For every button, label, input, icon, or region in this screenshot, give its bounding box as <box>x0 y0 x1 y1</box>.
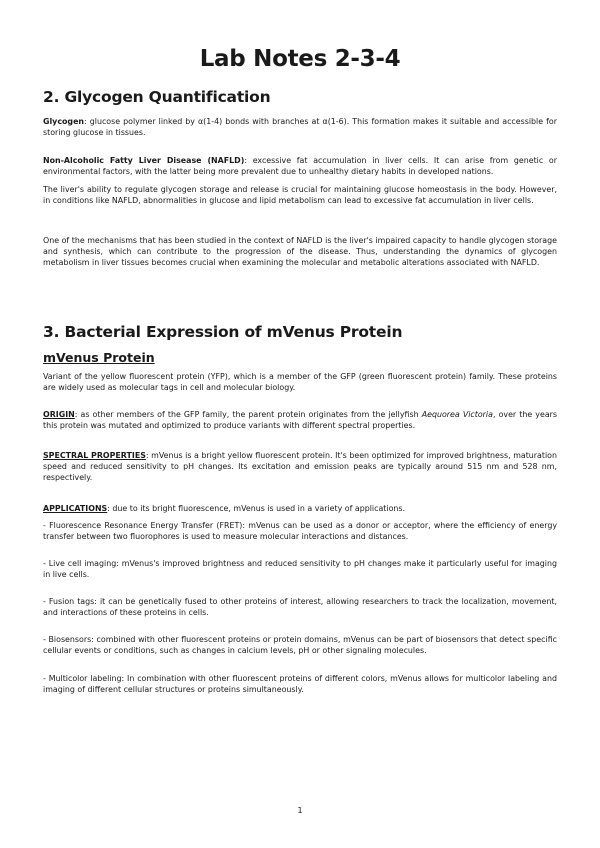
applications-paragraph <box>43 503 557 514</box>
applications-term: APPLICATIONS <box>43 504 108 513</box>
application-biosensors: - Biosensors: combined with other fluorescent proteins or protein domains, mVenus can be part of biosensors that detect specific cellular events or conditions, such as changes in calcium levels, pH or other signaling molecules. <box>43 635 557 656</box>
glycogen-term: Glycogen <box>43 117 85 126</box>
spectral-text: : mVenus is a bright yellow fluorescent protein. It's been optimized for improved brightness, maturation speed and reduced sensitivity to pH changes. Its excitation and emission peaks are typically around 515 nm and 528 nm, respectively. <box>43 451 558 483</box>
origin-term: ORIGIN <box>43 410 75 419</box>
glycogen-definition <box>43 116 557 138</box>
nafld-definition <box>43 155 557 177</box>
origin-paragraph <box>43 409 557 431</box>
liver-regulation-paragraph: The liver's ability to regulate glycogen storage and release is crucial for maintaining glucose homeostasis in the body. However, in conditions like NAFLD, abnormalities in glucose and lipid metabolism can lead to excessive fat accumulation in liver cells. <box>43 185 557 206</box>
nafld-mechanism-paragraph: One of the mechanisms that has been studied in the context of NAFLD is the liver's impaired capacity to handle glycogen storage and synthesis, which can contribute to the progression of the disease. Thus, understanding the dynamics of glycogen metabolism in liver tissues becomes crucial when examining the molecular and metabolic alterations associated with NAFLD. <box>43 236 557 268</box>
application-live-cell-imaging: - Live cell imaging: mVenus's improved brightness and reduced sensitivity to pH changes make it particularly useful for imaging in live cells. <box>43 559 557 580</box>
glycogen-definition-text: : glucose polymer linked by α(1-4) bonds with branches at α(1-6). This formation makes it suitable and accessible for storing glucose in tissues. <box>43 117 557 138</box>
application-fusion-tags: - Fusion tags: it can be genetically fused to other proteins of interest, allowing researchers to track the localization, movement, and interactions of these proteins in cells. <box>43 597 557 618</box>
nafld-term: Non-Alcoholic Fatty Liver Disease (NAFLD) <box>43 156 245 165</box>
mvenus-intro-paragraph: Variant of the yellow fluorescent protein (YFP), which is a member of the GFP (green fluorescent protein) family. These proteins are widely used as molecular tags in cell and molecular biology. <box>43 372 557 393</box>
origin-species: Aequorea Victoria <box>421 410 493 419</box>
application-multicolor-labeling: - Multicolor labeling: In combination with other fluorescent proteins of different colors, mVenus allows for multicolor labeling and imaging of different cellular structures or proteins simultaneously. <box>43 674 557 695</box>
applications-text: : due to its bright fluorescence, mVenus is used in a variety of applications. <box>107 504 406 513</box>
spectral-term: SPECTRAL PROPERTIES <box>43 451 146 460</box>
subheading-mvenus-protein: mVenus Protein <box>43 350 155 365</box>
page-title: Lab Notes 2-3-4 <box>199 46 401 72</box>
section-heading-glycogen: 2. Glycogen Quantification <box>43 88 271 106</box>
application-fret: - Fluorescence Resonance Energy Transfer (FRET): mVenus can be used as a donor or acceptor, where the efficiency of energy transfer between two fluorophores is used to measure molecular interactions and distances. <box>43 521 557 542</box>
section-heading-mvenus: 3. Bacterial Expression of mVenus Protein <box>43 323 403 341</box>
origin-text-1: : as other members of the GFP family, the parent protein originates from the jellyfish <box>74 410 422 419</box>
spectral-properties-paragraph <box>43 450 557 484</box>
page-number: 1 <box>297 806 303 815</box>
nafld-definition-text: : excessive fat accumulation in liver cells. It can arise from genetic or environmental factors, with the latter being more prevalent due to unhealthy dietary habits in developed nations. <box>43 156 557 177</box>
origin-text-2: , over the years this protein was mutated and optimized to produce variants with different spectral properties. <box>43 410 558 431</box>
